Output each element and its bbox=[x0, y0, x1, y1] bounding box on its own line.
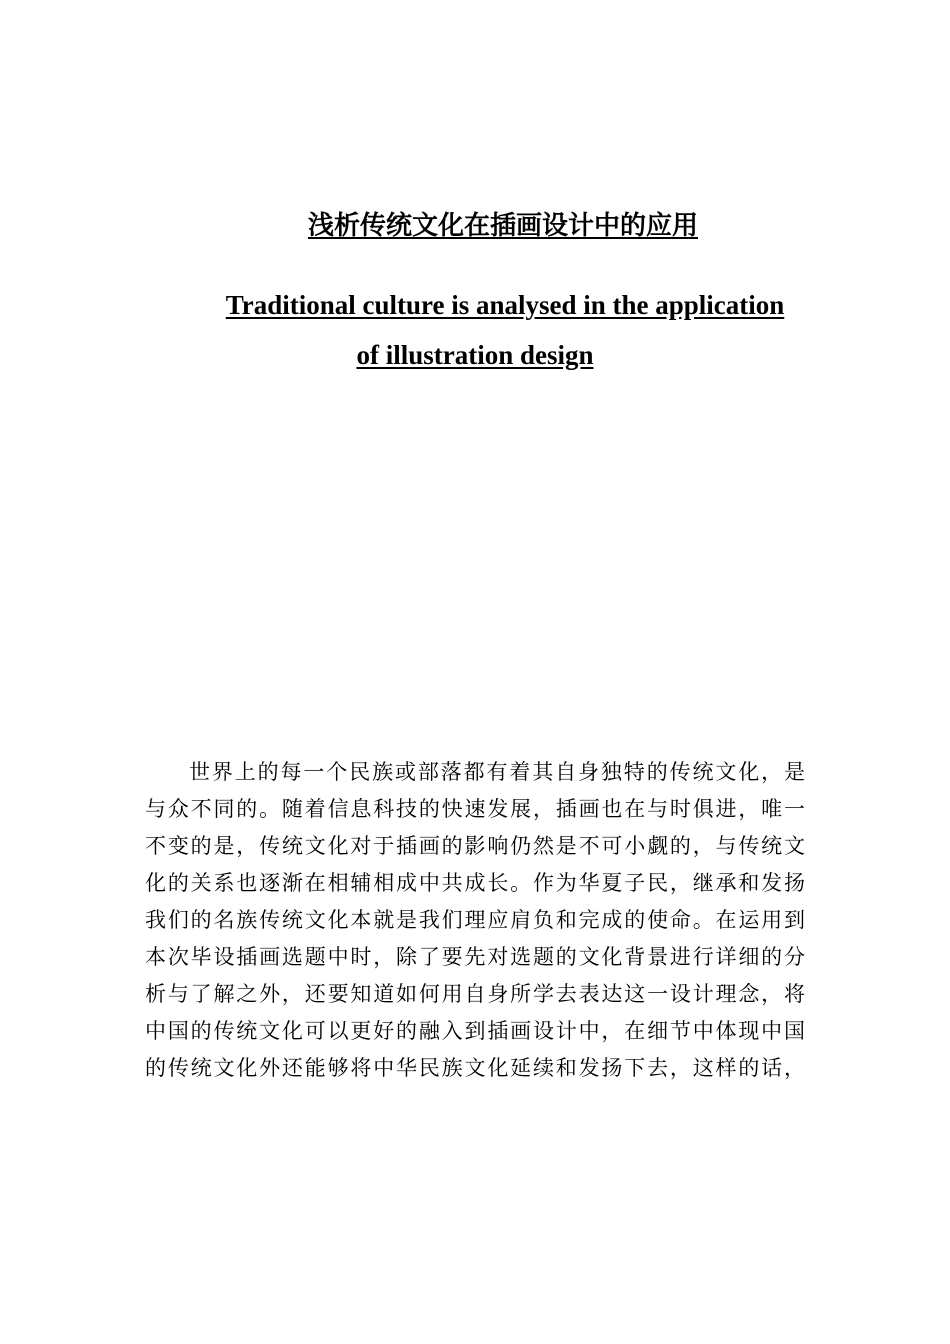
body-line: 与众不同的。随着信息科技的快速发展，插画也在与时俱进，唯一 bbox=[145, 797, 805, 821]
body-line: 不变的是，传统文化对于插画的影响仍然是不可小觑的，与传统文 bbox=[145, 834, 805, 858]
english-title-line-2: of illustration design bbox=[356, 340, 594, 370]
english-title-line-1: Traditional culture is analysed in the application bbox=[225, 290, 785, 320]
body-line: 析与了解之外，还要知道如何用自身所学去表达这一设计理念，将 bbox=[145, 982, 805, 1006]
body-line: 世界上的每一个民族或部落都有着其自身独特的传统文化，是 bbox=[189, 760, 805, 784]
body-line: 本次毕设插画选题中时，除了要先对选题的文化背景进行详细的分 bbox=[145, 945, 805, 969]
english-title bbox=[145, 280, 805, 380]
body-line: 的传统文化外还能够将中华民族文化延续和发扬下去，这样的话， bbox=[145, 1056, 805, 1080]
body-paragraph bbox=[145, 754, 805, 1087]
chinese-title: 浅析传统文化在插画设计中的应用 bbox=[307, 211, 698, 241]
body-line: 中国的传统文化可以更好的融入到插画设计中，在细节中体现中国 bbox=[145, 1019, 805, 1043]
body-line: 化的关系也逐渐在相辅相成中共成长。作为华夏子民，继承和发扬 bbox=[145, 871, 805, 895]
body-line: 我们的名族传统文化本就是我们理应肩负和完成的使命。在运用到 bbox=[145, 908, 805, 932]
